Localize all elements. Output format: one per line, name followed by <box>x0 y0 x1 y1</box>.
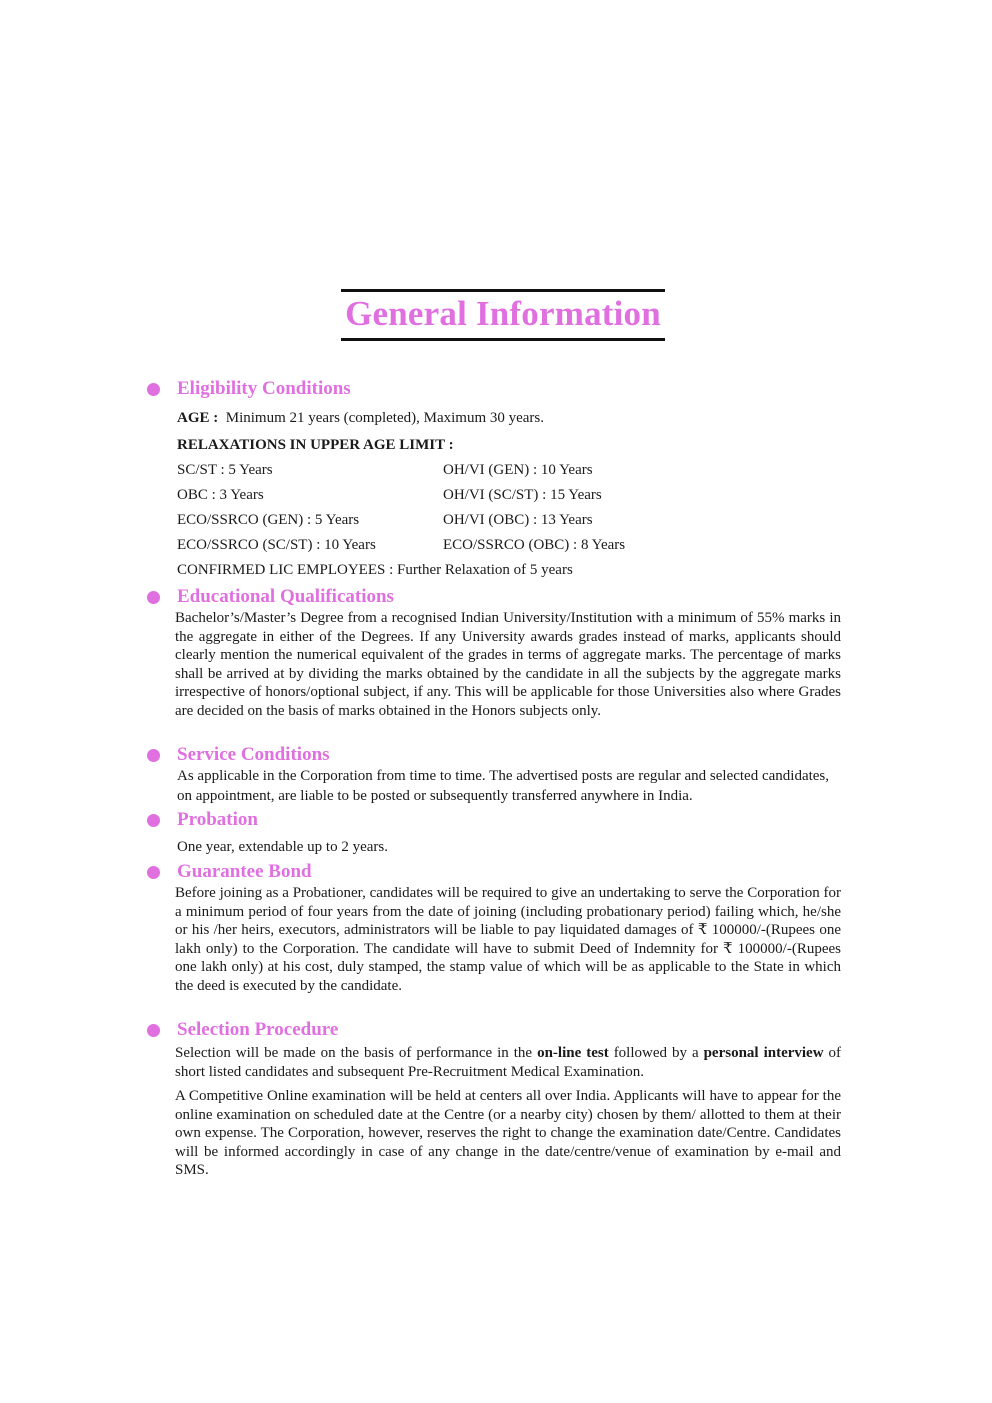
age-line <box>177 409 544 427</box>
section-bond <box>147 860 312 884</box>
selection-paragraph-1 <box>175 1044 841 1081</box>
selection-text <box>175 1044 841 1180</box>
relaxation-item: OH/VI (GEN) : 10 Years <box>443 462 593 478</box>
confirmed-employees: CONFIRMED LIC EMPLOYEES : Further Relaxation of 5 years <box>177 562 573 578</box>
section-title: Probation <box>177 809 258 830</box>
relaxation-item: ECO/SSRCO (SC/ST) : 10 Years <box>177 537 376 553</box>
relaxation-item: ECO/SSRCO (GEN) : 5 Years <box>177 512 360 528</box>
relaxation-item: OBC : 3 Years <box>177 487 264 503</box>
text-span: of short listed candidates and subsequent Pre-Recruitment Medical Examination. <box>175 1045 842 1080</box>
service-text: As applicable in the Corporation from time to time. The advertised posts are regular and selected candidates, on appointment, are liable to be posted or subsequently transferred anywhere in India. <box>177 768 830 804</box>
bullet-icon <box>147 866 160 879</box>
bullet-icon <box>147 749 160 762</box>
bullet-icon <box>147 1024 160 1037</box>
relaxation-item: OH/VI (OBC) : 13 Years <box>443 512 593 528</box>
bullet-icon <box>147 814 160 827</box>
section-title: Educational Qualifications <box>177 586 394 607</box>
section-education <box>147 585 394 609</box>
section-title: Eligibility Conditions <box>177 378 351 399</box>
section-title: Guarantee Bond <box>177 861 312 882</box>
probation-text: One year, extendable up to 2 years. <box>177 839 388 855</box>
relaxation-heading: RELAXATIONS IN UPPER AGE LIMIT : <box>177 437 454 453</box>
relaxation-item: OH/VI (SC/ST) : 15 Years <box>443 487 602 503</box>
education-text: Bachelor’s/Master’s Degree from a recognised Indian University/Institution with a minimum of 55% marks in the aggregate in either of the Degrees. If any University awards grades instead of marks, applicants should clearly mention the numerical equivalent of the grades in terms of aggregate marks. The percentage of marks shall be arrived at by dividing the marks obtained by the candidate in all the subjects by the aggregate marks irrespective of honors/optional subject, if any. This will be applicable for those Universities also where Grades are decided on the basis of marks obtained in the Honors subjects only. <box>175 610 841 719</box>
text-span: followed by a <box>608 1045 704 1061</box>
section-title: Selection Procedure <box>177 1019 339 1040</box>
age-text: Minimum 21 years (completed), Maximum 30 years. <box>225 410 545 426</box>
age-label: AGE : <box>177 410 219 426</box>
page-title: General Information <box>345 294 661 333</box>
bond-text: Before joining as a Probationer, candidates will be required to give an undertaking to serve the Corporation for a minimum period of four years from the date of joining (including probationary period) failing which, he/she or his /her heirs, executors, administrators will be liable to pay liquidated damages of ₹ 100000/-(Rupees one lakh only) to the Corporation. The candidate will have to submit Deed of Indemnity for ₹ 100000/-(Rupees one lakh only) at his cost, duly stamped, the stamp value of which will be as applicable to the State in which the deed is executed by the candidate. <box>175 885 841 994</box>
section-service <box>147 743 330 767</box>
bullet-icon <box>147 383 160 396</box>
section-title: Service Conditions <box>177 744 330 765</box>
section-eligibility <box>147 377 351 401</box>
relaxation-item: SC/ST : 5 Years <box>177 462 273 478</box>
selection-paragraph-2: A Competitive Online examination will be held at centers all over India. Applicants will have to appear for the online examination on scheduled date at the Centre (or a nearby city) chosen by them/ allotted to them at their own expense. The Corporation, however, reserves the right to change the examination date/Centre. Candidates will be informed accordingly in case of any change in the date/centre/venue of examination by e-mail and SMS. <box>175 1088 841 1178</box>
section-selection <box>147 1018 338 1042</box>
online-test-emphasis: on-line test <box>537 1045 609 1061</box>
relaxation-item: ECO/SSRCO (OBC) : 8 Years <box>443 537 626 553</box>
section-probation <box>147 808 258 832</box>
personal-interview-emphasis: personal interview <box>703 1045 824 1061</box>
text-span: Selection will be made on the basis of performance in the <box>175 1045 538 1061</box>
bullet-icon <box>147 591 160 604</box>
page-title-box <box>341 289 665 341</box>
